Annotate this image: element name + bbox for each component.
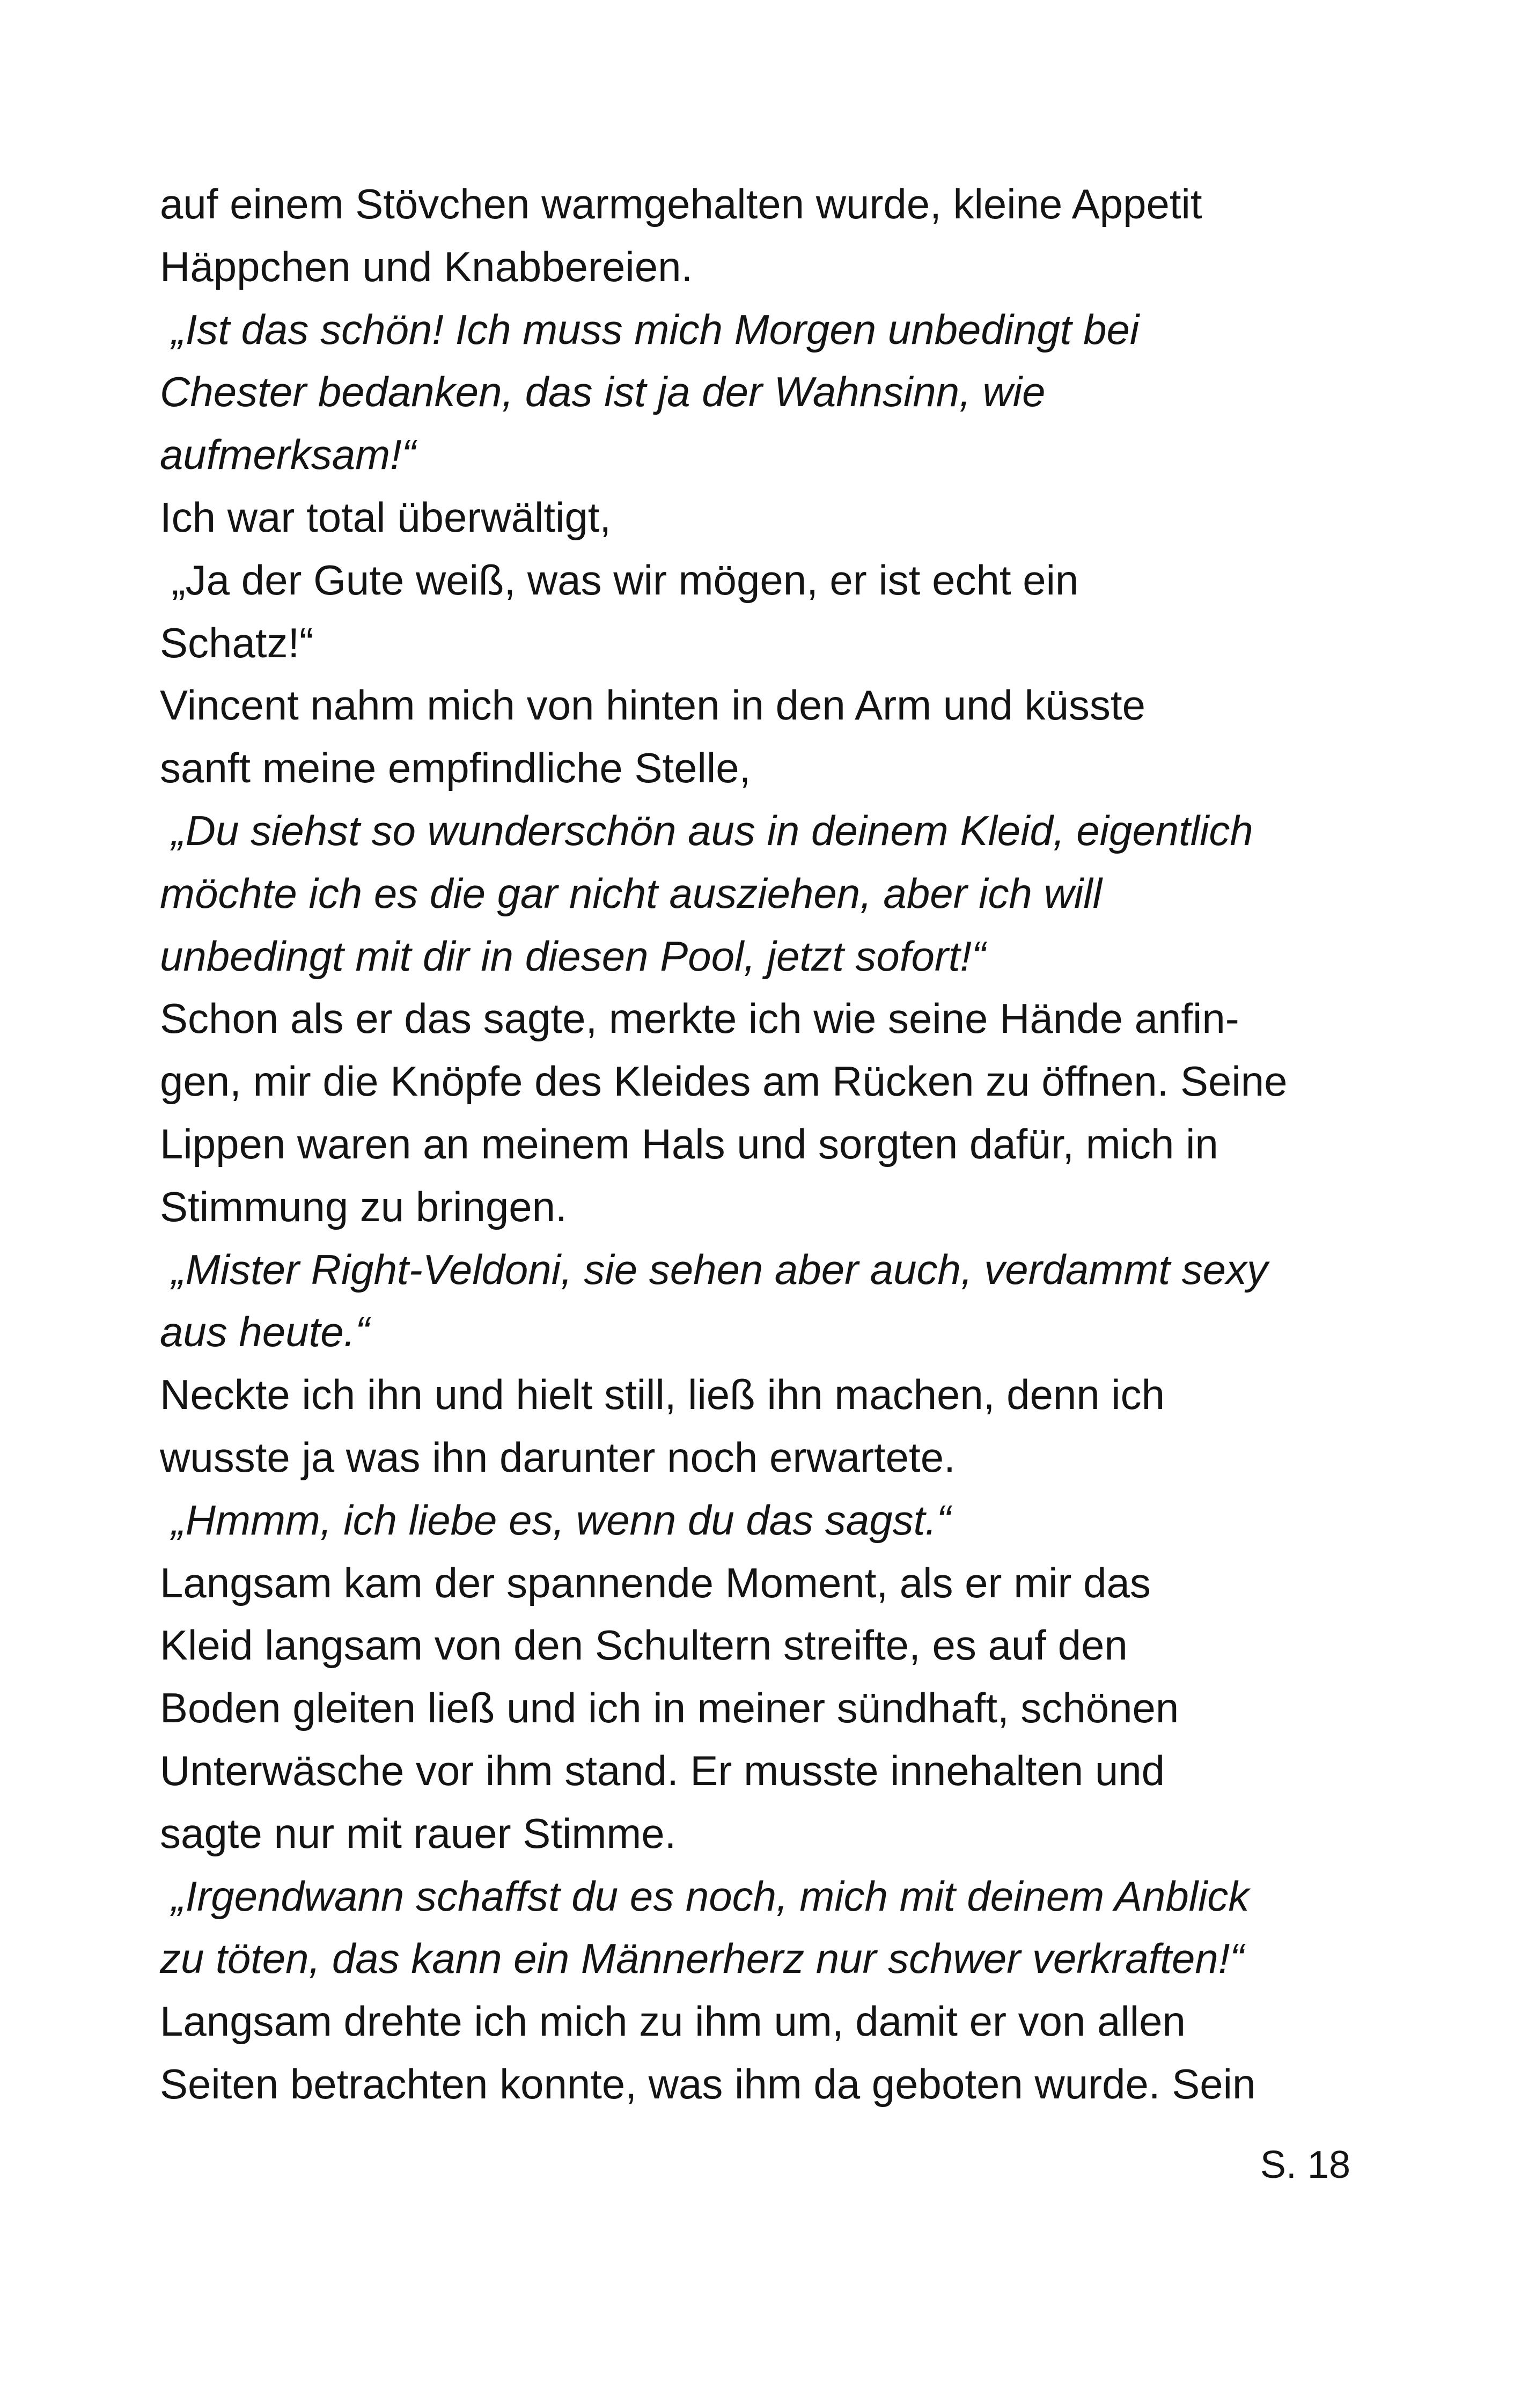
dialogue-line: aus heute.“	[160, 1308, 370, 1356]
text-line: Unterwäsche vor ihm stand. Er musste innehalten und	[160, 1746, 1165, 1794]
dialogue-line: „Hmmm, ich liebe es, wenn du das sagst.“	[160, 1496, 951, 1544]
dialogue-line: möchte ich es die gar nicht ausziehen, aber ich will	[160, 869, 1102, 917]
text-line: Schatz!“	[160, 619, 314, 666]
text-line: Lippen waren an meinem Hals und sorgten dafür, mich in	[160, 1120, 1218, 1168]
dialogue-line: „Mister Right-Veldoni, sie sehen aber auch, verdammt sexy	[160, 1245, 1268, 1293]
text-line: sanft meine empfindliche Stelle,	[160, 744, 751, 792]
text-line: „Ja der Gute weiß, was wir mögen, er ist echt ein	[160, 556, 1079, 604]
dialogue-line: Chester bedanken, das ist ja der Wahnsinn, wie	[160, 368, 1046, 416]
dialogue-line: „Irgendwann schaffst du es noch, mich mit deinem Anblick	[160, 1872, 1250, 1920]
text-line: auf einem Stövchen warmgehalten wurde, kleine Appetit	[160, 180, 1202, 227]
text-line: Neckte ich ihn und hielt still, ließ ihn machen, denn ich	[160, 1371, 1165, 1419]
text-line: Stimmung zu bringen.	[160, 1183, 567, 1230]
text-line: gen, mir die Knöpfe des Kleides am Rücken zu öffnen. Seine	[160, 1058, 1288, 1105]
text-line: Seiten betrachten konnte, was ihm da geboten wurde. Sein	[160, 2060, 1256, 2108]
dialogue-line: „Du siehst so wunderschön aus in deinem Kleid, eigentlich	[160, 806, 1253, 854]
text-line: Ich war total überwältigt,	[160, 493, 612, 541]
page-number: S. 18	[1260, 2143, 1350, 2186]
dialogue-line: „Ist das schön! Ich muss mich Morgen unbedingt bei	[160, 305, 1140, 353]
body-text	[160, 173, 1367, 2116]
dialogue-line: unbedingt mit dir in diesen Pool, jetzt sofort!“	[160, 932, 986, 980]
text-line: Langsam drehte ich mich zu ihm um, damit er von allen	[160, 1998, 1186, 2045]
text-line: sagte nur mit rauer Stimme.	[160, 1809, 677, 1857]
text-line: Häppchen und Knabbereien.	[160, 243, 693, 290]
dialogue-line: aufmerksam!“	[160, 431, 416, 479]
text-line: Boden gleiten ließ und ich in meiner sündhaft, schönen	[160, 1684, 1179, 1732]
text-line: Vincent nahm mich von hinten in den Arm und küsste	[160, 681, 1145, 729]
text-line: Langsam kam der spannende Moment, als er mir das	[160, 1559, 1151, 1606]
dialogue-line: zu töten, das kann ein Männerherz nur schwer verkraften!“	[160, 1935, 1244, 1983]
text-line: Schon als er das sagte, merkte ich wie seine Hände anfin-	[160, 995, 1239, 1043]
text-line: Kleid langsam von den Schultern streifte, es auf den	[160, 1621, 1128, 1669]
text-line: wusste ja was ihn darunter noch erwartete.	[160, 1433, 956, 1481]
